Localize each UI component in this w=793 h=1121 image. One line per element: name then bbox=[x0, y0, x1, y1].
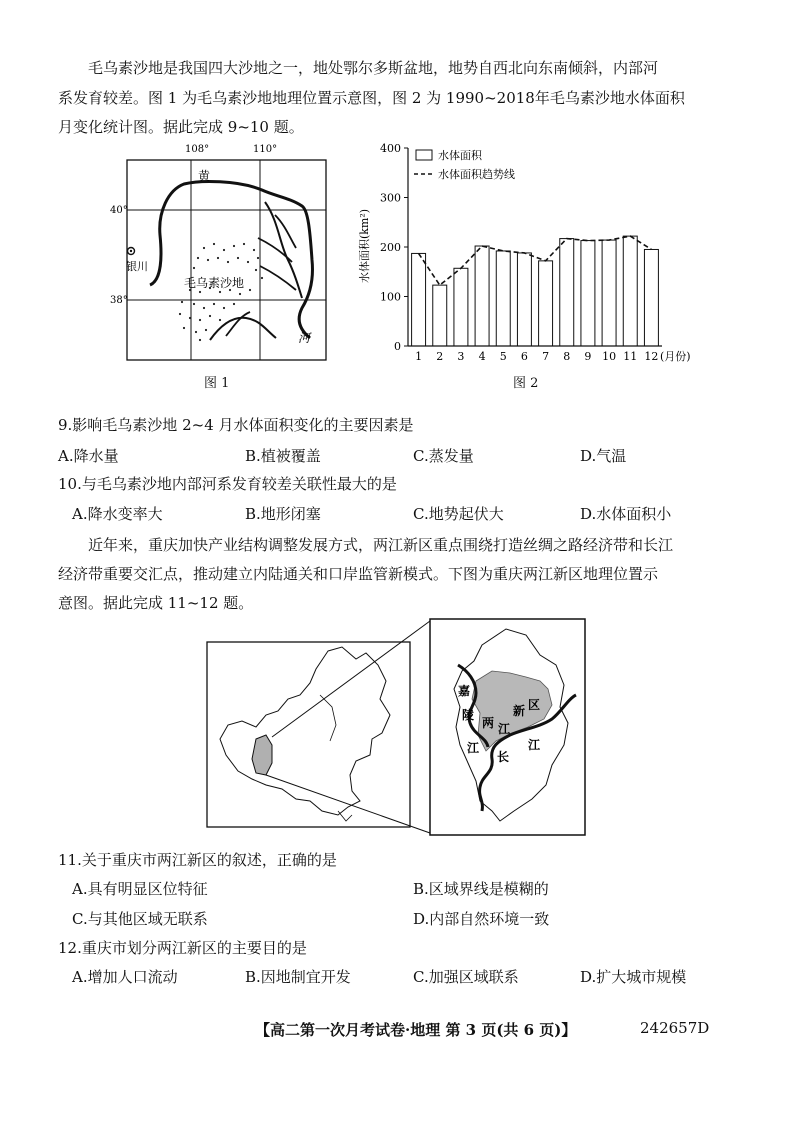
lon-110-label: 110° bbox=[253, 144, 278, 155]
label-jiang-2: 江 bbox=[498, 722, 511, 736]
bar-month-4 bbox=[475, 246, 489, 346]
x-tick-label: 12 bbox=[644, 350, 659, 363]
label-jiang-3: 江 bbox=[528, 738, 541, 752]
x-tick-label: 11 bbox=[623, 350, 638, 363]
bar-month-9 bbox=[581, 241, 595, 346]
chongqing-location-map bbox=[200, 615, 595, 840]
y-tick-label: 400 bbox=[380, 142, 401, 155]
q9-option-c: C.蒸发量 bbox=[413, 447, 474, 465]
x-tick-label: 10 bbox=[602, 350, 617, 363]
label-qu: 区 bbox=[528, 698, 541, 712]
chart-legend bbox=[414, 148, 515, 181]
y-tick-label: 100 bbox=[380, 290, 401, 304]
figure1-caption: 图 1 bbox=[204, 376, 230, 391]
intro2-line3: 意图。据此完成 11~12 题。 bbox=[58, 594, 254, 612]
desert-label: 毛乌素沙地 bbox=[184, 276, 245, 290]
x-tick-label: 5 bbox=[499, 350, 507, 363]
x-tick-label: 6 bbox=[520, 350, 528, 363]
footer-code: 242657D bbox=[640, 1019, 710, 1037]
q10-option-b: B.地形闭塞 bbox=[245, 505, 321, 523]
bar-month-6 bbox=[517, 253, 531, 346]
bar-month-3 bbox=[454, 268, 468, 346]
x-tick-label: 9 bbox=[584, 350, 592, 363]
legend-trend-label: 水体面积趋势线 bbox=[438, 168, 515, 181]
x-tick-label: 8 bbox=[563, 350, 571, 363]
q12-option-a: A.增加人口流动 bbox=[72, 968, 178, 986]
label-xin: 新 bbox=[513, 704, 526, 718]
q10-option-c: C.地势起伏大 bbox=[413, 505, 504, 523]
q9-option-b: B.植被覆盖 bbox=[245, 447, 321, 465]
q11-option-d: D.内部自然环境一致 bbox=[413, 910, 550, 928]
figure1-map bbox=[110, 140, 335, 370]
chart-ylabel: 水体面积(km²) bbox=[358, 208, 371, 284]
legend-bars-label: 水体面积 bbox=[438, 149, 482, 162]
label-chang: 长 bbox=[497, 750, 510, 764]
q12-stem: 12.重庆市划分两江新区的主要目的是 bbox=[58, 939, 307, 957]
intro2-line2: 经济带重要交汇点，推动建立内陆通关和口岸监管新模式。下图为重庆两江新区地理位置示 bbox=[58, 565, 659, 583]
chart-xlabel: (月份) bbox=[660, 350, 691, 363]
x-tick-label: 3 bbox=[457, 350, 465, 363]
intro1-line2: 系发育较差。图 1 为毛乌素沙地地理位置示意图，图 2 为 1990~2018年毛乌素沙地水体面积 bbox=[58, 89, 685, 107]
bar-month-1 bbox=[412, 253, 426, 346]
q9-stem: 9.影响毛乌素沙地 2~4 月水体面积变化的主要因素是 bbox=[58, 416, 414, 434]
x-tick-label: 7 bbox=[542, 350, 550, 363]
figure2-chart bbox=[350, 140, 691, 365]
label-jiang-1: 江 bbox=[467, 741, 480, 755]
q12-option-c: C.加强区域联系 bbox=[413, 968, 519, 986]
q11-option-a: A.具有明显区位特征 bbox=[72, 880, 208, 898]
lon-108-label: 108° bbox=[185, 144, 210, 155]
x-tick-label: 1 bbox=[415, 350, 423, 363]
river-label-huang: 黄 bbox=[198, 169, 211, 183]
q12-option-d: D.扩大城市规模 bbox=[580, 968, 687, 986]
river-label-he: 河 bbox=[298, 331, 311, 345]
chongqing-outline bbox=[220, 647, 390, 815]
bar-month-10 bbox=[602, 240, 616, 346]
label-liang: 两 bbox=[482, 716, 495, 730]
bar-month-7 bbox=[539, 261, 553, 346]
q10-option-a: A.降水变率大 bbox=[72, 505, 163, 523]
q10-stem: 10.与毛乌素沙地内部河系发育较差关联性最大的是 bbox=[58, 475, 397, 493]
q10-option-d: D.水体面积小 bbox=[580, 505, 672, 523]
q12-option-b: B.因地制宜开发 bbox=[245, 968, 351, 986]
q11-stem: 11.关于重庆市两江新区的叙述，正确的是 bbox=[58, 851, 337, 869]
bar-month-11 bbox=[623, 236, 637, 346]
figure2-caption: 图 2 bbox=[513, 376, 539, 391]
q9-option-a: A.降水量 bbox=[58, 447, 119, 465]
y-tick-label: 0 bbox=[394, 340, 401, 353]
label-ling: 陵 bbox=[462, 708, 475, 722]
y-tick-label: 200 bbox=[380, 241, 401, 254]
y-tick-label: 300 bbox=[380, 191, 401, 205]
intro2-line1: 近年来，重庆加快产业结构调整发展方式，两江新区重点围绕打造丝绸之路经济带和长江 bbox=[88, 536, 674, 554]
bar-month-12 bbox=[644, 249, 658, 346]
q11-option-b: B.区域界线是模糊的 bbox=[413, 880, 549, 898]
intro1-line1: 毛乌素沙地是我国四大沙地之一，地处鄂尔多斯盆地，地势自西北向东南倾斜，内部河 bbox=[88, 59, 659, 77]
x-tick-label: 2 bbox=[436, 350, 444, 363]
q9-option-d: D.气温 bbox=[580, 447, 627, 465]
bar-month-2 bbox=[433, 285, 447, 346]
q11-option-c: C.与其他区域无联系 bbox=[72, 910, 208, 928]
lat-38-label: 38° bbox=[110, 295, 128, 306]
intro1-line3: 月变化统计图。据此完成 9~10 题。 bbox=[58, 118, 304, 136]
footer-title: 【高二第一次月考试卷·地理 第 3 页(共 6 页)】 bbox=[255, 1021, 577, 1039]
lat-40-label: 40° bbox=[110, 205, 128, 216]
city-label-yinchuan: 银川 bbox=[126, 260, 148, 273]
label-jia: 嘉 bbox=[458, 684, 471, 698]
bar-month-8 bbox=[560, 239, 574, 346]
x-tick-label: 4 bbox=[478, 350, 486, 363]
bar-month-5 bbox=[496, 251, 510, 346]
